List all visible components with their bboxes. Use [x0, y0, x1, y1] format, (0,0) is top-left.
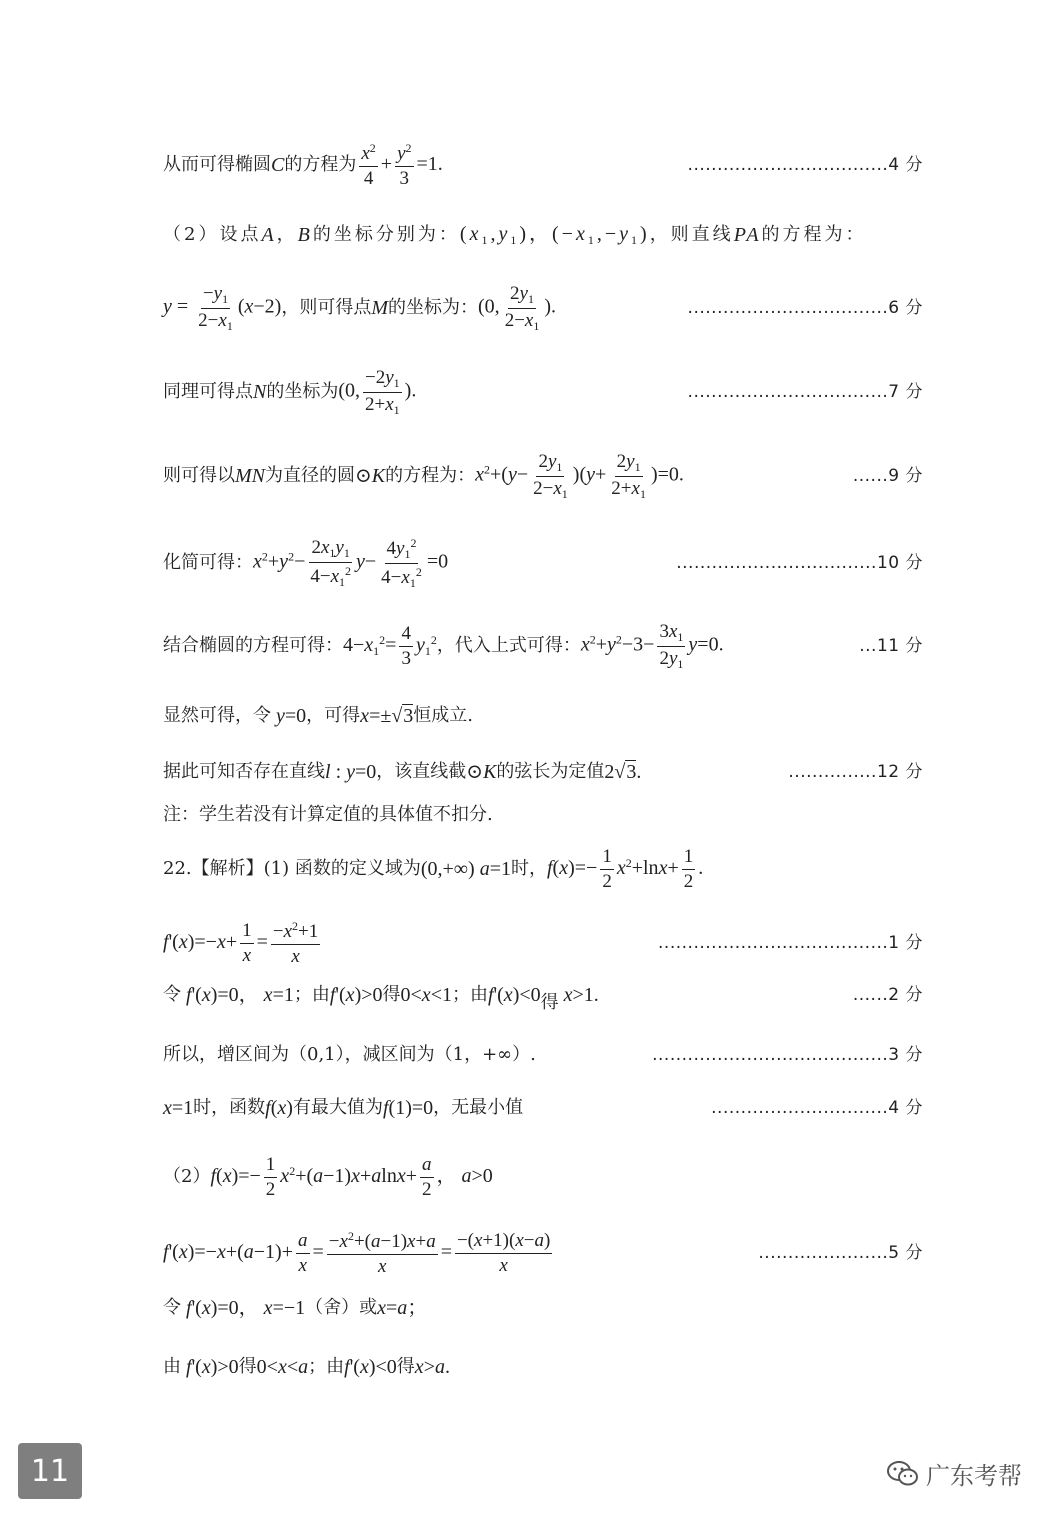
text-segment: ；由: [293, 984, 330, 1005]
text-segment: ，可得: [306, 705, 361, 726]
score-marker: ..................................7 分: [687, 381, 923, 402]
text-segment: 的方程为: [284, 154, 357, 176]
solution-line-circle-k: 则可得以 MN 为直径的圆 ⊙K 的方程为： $x^2+(y-$ $\frac{2y_1}{2-x_1}$ )(y+ $\frac{2y_1}{2+x_1}$ )=0. ......9 分: [163, 451, 923, 501]
score-marker: ...............12 分: [788, 761, 923, 782]
text-segment: （舍）或: [305, 1297, 378, 1318]
problem-22-header: 22.【解析】(1) 函数的定义域为 (0,+∞) a=1 时， f(x)=− $\frac{1}{2}$ $x^2+\ln x+$ $\frac{1}{2}$ .: [163, 846, 704, 892]
text-segment: 得: [540, 992, 559, 1013]
text-segment: 的坐标为: [266, 381, 339, 403]
text-segment: 22.【解析】(1) 函数的定义域为: [163, 858, 421, 880]
solution-line-let-y-zero: 显然可得，令 y=0 ，可得 x=±√3 恒成立.: [163, 705, 474, 727]
solution-line-roots: 令 f'(x)=0， x=−1 （舍）或 x=a；: [163, 1297, 428, 1319]
text-segment: 得: [396, 1356, 415, 1377]
text-segment: 恒成立.: [413, 705, 474, 726]
text-segment: 所以，增区间为（0,1），减区间为（1，+∞）.: [163, 1044, 536, 1065]
text-segment: 注：学生若没有计算定值的具体值不扣分.: [163, 804, 493, 825]
text-segment: ，代入上式可得：: [436, 635, 581, 657]
score-marker: ........................................3 分: [652, 1044, 923, 1065]
solution-line-simplify: 化简可得： $x^2+y^2-$ $\frac{2x_1y_1}{4-x_1^2}$ y− $\frac{4y_1^2}{4-x_1^2}$ =0 ..................................10 分: [163, 536, 923, 590]
text-segment: 得: [238, 1356, 257, 1377]
text-segment: 令: [163, 984, 181, 1005]
solution-line-maximum: x=1 时，函数 f(x) 有最大值为 f(1)=0 ，无最小值 ..............................4 分: [163, 1097, 923, 1119]
solution-line-point-n: 同理可得点 N 的坐标为 (0, $\frac{-2y_1}{2+x_1}$ ). ..................................7 分: [163, 367, 923, 417]
text-segment: 的方程为：: [761, 224, 867, 245]
text-segment: （2）: [163, 1166, 211, 1188]
solution-line-point-m: y = $\frac{-y_1}{2-x_1}$ (x−2) ，则可得点 M 的坐标为： (0, $\frac{2y_1}{2-x_1}$ ). ..................................6 分: [163, 283, 923, 333]
solution-line-monotonic-2: 由 f'(x)>0 得 0<x<a ；由 f'(x)<0 得 x>a.: [163, 1356, 450, 1378]
score-marker: ..............................4 分: [711, 1097, 923, 1118]
solution-line-derivative: f'(x)=−x+ $\frac{1}{x}$ = $\frac{-x^2+1}{x}$ .......................................1 分: [163, 919, 923, 967]
text-segment: 得: [382, 984, 401, 1005]
score-marker: .......................................1 分: [658, 932, 923, 953]
solution-line-monotonic: 令 f'(x)=0， x=1 ；由 f'(x)>0 得 0<x<1 ；由 f'(x)<0 得 x>1. ......2 分: [163, 984, 923, 1013]
score-marker: ..................................6 分: [687, 297, 923, 318]
text-segment: 则可得以: [163, 465, 235, 487]
solution-line-chord-length: 据此可知否存在直线 l : y=0 ，该直线截 ⊙K 的弦长为定值 2√3. ...............12 分: [163, 761, 923, 783]
text-segment: ，则可得点: [281, 297, 372, 319]
text-segment: 的坐标为：: [388, 297, 479, 319]
score-marker: ...11 分: [859, 635, 923, 656]
solution-line-derivative-2: f'(x)=−x+(a−1)+ $\frac{a}{x}$ = $\frac{-x^2+(a-1)x+a}{x}$ = $\frac{-(x+1)(x-a)}{x}$ ......................5 分: [163, 1229, 923, 1277]
solution-line-part2: （2） f(x)=− $\frac{1}{2}$ $x^2+(a-1)x+alnx+$ $\frac{a}{2}$ ， a>0: [163, 1154, 493, 1200]
score-marker: ..................................10 分: [676, 552, 923, 573]
solution-note: [163, 806, 923, 824]
text-segment: 有最大值为: [292, 1097, 383, 1118]
text-segment: 令: [163, 1297, 181, 1318]
solution-line-points-ab: （2）设点 A ， B 的坐标分别为： $(x_1,y_1)$，$(-x_1,-y_1)$ ，则直线 PA 的方程为：: [163, 223, 867, 247]
text-segment: 显然可得，令: [163, 705, 271, 726]
score-marker: ......................5 分: [758, 1242, 923, 1263]
text-segment: 为直径的圆: [265, 465, 355, 487]
text-segment: 据此可知否存在直线: [163, 761, 325, 782]
watermark: [886, 1456, 1022, 1491]
text-segment: ；由: [451, 984, 488, 1005]
text-segment: 的弦长为定值: [496, 761, 605, 782]
wechat-icon: [886, 1459, 920, 1489]
text-segment: ，则直线: [649, 224, 734, 245]
watermark-text: 广东考帮: [926, 1462, 1022, 1490]
score-marker: ......9 分: [852, 465, 923, 486]
page-number-badge: 11: [18, 1443, 82, 1499]
text-segment: 的方程为：: [385, 465, 476, 487]
solution-line-intervals: [163, 1046, 923, 1064]
text-segment: 时，: [510, 858, 547, 880]
text-segment: （2）设点: [163, 224, 262, 245]
text-segment: 化简可得：: [163, 552, 253, 574]
solution-line-ellipse-equation: 从而可得椭圆 C 的方程为 $\frac{x^2}{4}$ + $\frac{y^2}{3}$ =1. ..................................4 分: [163, 141, 923, 189]
text-segment: 时，函数: [193, 1097, 266, 1118]
solution-line-substitute: 结合椭圆的方程可得： $4-x_1^2=$ $\frac{4}{3}$ $y_1^2$ ，代入上式可得： $x^2+y^2-3-$ $\frac{3x_1}{2y_1}$ y=0. ...11 分: [163, 621, 923, 671]
text-segment: 由: [163, 1356, 181, 1377]
text-segment: ；由: [308, 1356, 345, 1377]
score-marker: ......2 分: [852, 984, 923, 1005]
text-segment: 的坐标分别为：: [312, 224, 460, 245]
text-segment: ，无最小值: [433, 1097, 524, 1118]
text-segment: 同理可得点: [163, 381, 253, 403]
text-segment: 结合椭圆的方程可得：: [163, 635, 343, 657]
score-marker: ..................................4 分: [687, 154, 923, 175]
text-segment: ，该直线截: [376, 761, 467, 782]
text-segment: 从而可得椭圆: [163, 154, 271, 176]
